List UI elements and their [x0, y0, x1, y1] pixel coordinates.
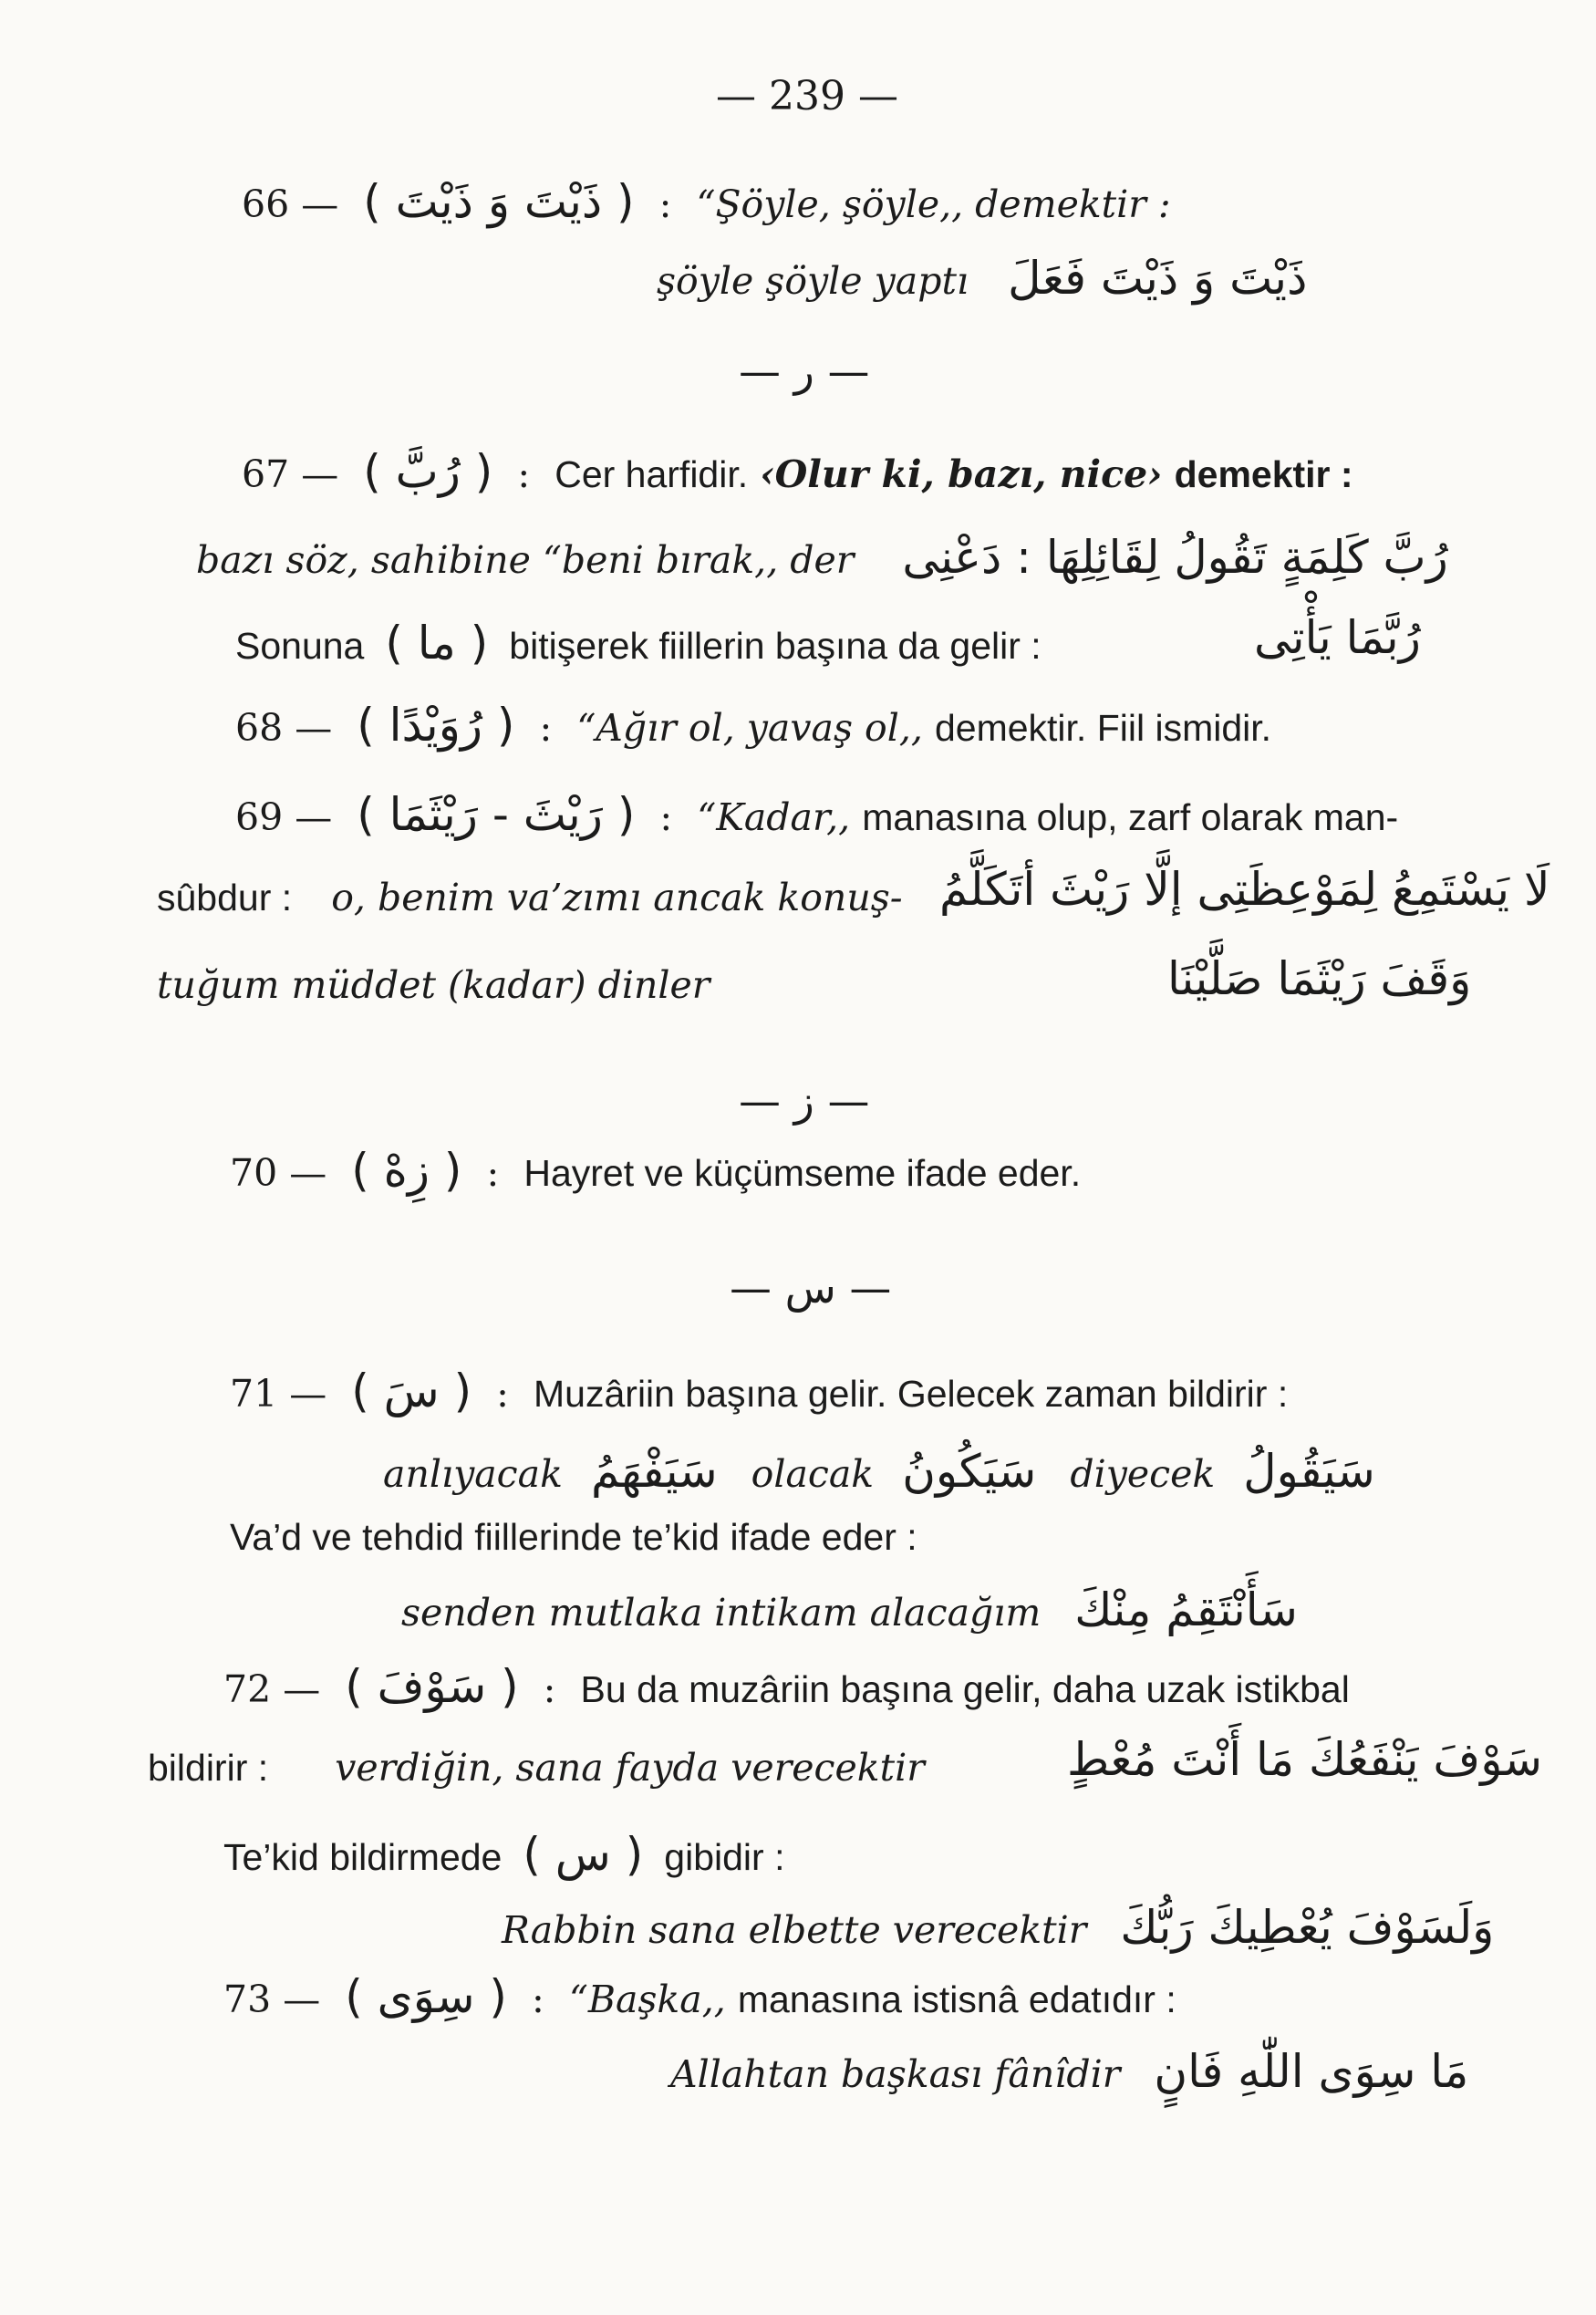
entry-colon: :: [486, 1151, 500, 1195]
line-text-a: sûbdur :: [157, 877, 293, 919]
entry-definition-a: “Başka,,: [568, 1978, 726, 2021]
entry-colon: :: [539, 706, 553, 750]
entry-67-line-2: [235, 617, 1042, 670]
example-translation: bazı söz, sahibine “beni bırak,, der: [196, 538, 855, 582]
section-heading-ze: — ز —: [739, 1076, 870, 1126]
entry-arabic-word: ( رَيْثَ - رَيْثَمَا ): [357, 788, 636, 841]
entry-definition-c: demektir :: [1174, 453, 1353, 495]
entry-number: 68 —: [235, 706, 333, 750]
example-arabic: سَيَفْهَمُ: [590, 1445, 718, 1498]
entry-number: 67 —: [242, 452, 339, 496]
line-text-b: bitişerek fiillerin başına da gelir :: [509, 625, 1042, 667]
example-arabic: ذَيْتَ وَ ذَيْتَ فَعَلَ: [1008, 252, 1308, 305]
entry-definition: Hayret ve küçümseme ifade eder.: [523, 1152, 1082, 1194]
entry-colon: :: [496, 1372, 509, 1416]
entry-colon: :: [659, 795, 673, 839]
entry-definition-a: “Ağır ol, yavaş ol,,: [576, 706, 923, 750]
entry-colon: :: [543, 1667, 556, 1711]
entry-arabic-word: ( سَ ): [351, 1365, 472, 1417]
entry-69-line-2: [157, 876, 903, 919]
example-arabic: سَيَقُولُ: [1243, 1445, 1375, 1498]
entry-definition-a: “Kadar,,: [697, 795, 851, 839]
entry-70-line-1: [230, 1144, 1082, 1197]
entry-definition-b: manasına olup, zarf olarak man-: [862, 796, 1399, 838]
entry-colon: :: [658, 182, 672, 226]
example-arabic: وَقَفَ رَيْثَمَا صَلَّيْنَا: [1167, 952, 1472, 1005]
example-arabic: سَأَنْتَقِمُ مِنْكَ: [1074, 1583, 1298, 1636]
example-translation: anlıyacak: [383, 1452, 563, 1496]
entry-definition-b: demektir. Fiil ismidir.: [934, 707, 1272, 749]
section-heading-ra: — ر —: [739, 347, 870, 396]
arabic-particle: ( س ): [523, 1828, 644, 1881]
entry-71-examples: [383, 1445, 1375, 1498]
entry-72-line-3: [223, 1828, 785, 1881]
entry-69-line-1: [235, 788, 1399, 841]
entry-definition-b: manasına istisnâ edatıdır :: [737, 1978, 1176, 2020]
entry-definition: “Şöyle, şöyle,, demektir :: [696, 182, 1171, 226]
example-translation: senden mutlaka intikam alacağım: [401, 1591, 1042, 1635]
entry-68-line-1: [235, 699, 1272, 752]
page-number: — 239 —: [716, 73, 898, 119]
entry-colon: :: [517, 452, 531, 496]
entry-definition-b: ‹Olur ki, bazı, nice›: [760, 452, 1163, 496]
entry-arabic-word: ( زِهْ ): [351, 1144, 462, 1197]
example-translation: Rabbin sana elbette verecektir: [502, 1908, 1087, 1952]
entry-definition-a: Cer harfidir.: [554, 453, 749, 495]
entry-66-line-1: [242, 175, 1171, 228]
example-arabic: مَا سِوَى اللّٰهِ فَانٍ: [1154, 2045, 1469, 2098]
example-translation: verdiğin, sana fayda verecektir: [335, 1746, 925, 1790]
entry-71-line-2: Va’d ve tehdid fiillerinde te’kid ifade eder :: [230, 1516, 917, 1558]
example-translation: olacak: [751, 1452, 875, 1496]
entry-arabic-word: ( رُبَّ ): [363, 445, 493, 498]
example-arabic: رُبَّمَا يَأْتِى: [1254, 611, 1421, 664]
section-heading-sin: — س —: [730, 1263, 892, 1313]
entry-67-example: [196, 531, 1448, 584]
entry-72-example-2: [502, 1901, 1495, 1954]
example-translation: şöyle şöyle yaptı: [657, 259, 969, 303]
entry-arabic-word: ( سَوْفَ ): [345, 1660, 519, 1713]
entry-71-example-2: [401, 1583, 1298, 1636]
entry-number: 73 —: [223, 1978, 321, 2021]
entry-73-line-1: [223, 1970, 1176, 2023]
entry-number: 72 —: [223, 1667, 321, 1711]
example-translation: Allahtan başkası fânîdir: [670, 2052, 1121, 2096]
arabic-particle: ( ما ): [385, 617, 489, 670]
line-text-b: o, benim va’zımı ancak konuş-: [331, 876, 903, 919]
example-translation: diyecek: [1070, 1452, 1216, 1496]
entry-arabic-word: ( رُوَيْدًا ): [357, 699, 515, 752]
example-arabic: سَيَكُونُ: [902, 1445, 1037, 1498]
entry-number: 66 —: [242, 182, 339, 226]
entry-definition: Bu da muzâriin başına gelir, daha uzak istikbal: [580, 1668, 1350, 1710]
entry-67-line-1: [242, 445, 1353, 498]
entry-number: 70 —: [230, 1151, 327, 1195]
entry-72-line-2: [148, 1746, 925, 1790]
entry-number: 69 —: [235, 795, 333, 839]
entry-number: 71 —: [230, 1372, 327, 1416]
entry-72-line-1: [223, 1660, 1350, 1713]
line-text-a: Sonuna: [235, 625, 365, 667]
example-arabic: رُبَّ كَلِمَةٍ تَقُولُ لِقَائِلِهَا : دَعْنِى: [902, 531, 1448, 584]
example-arabic: لَا يَسْتَمِعُ لِمَوْعِظَتِى إلَّا رَيْثَ أتَكَلَّمُ: [939, 863, 1550, 916]
line-text-a: bildirir :: [148, 1747, 269, 1789]
entry-definition: Muzâriin başına gelir. Gelecek zaman bildirir :: [534, 1373, 1289, 1415]
entry-71-line-1: [230, 1365, 1289, 1417]
entry-66-example: [657, 252, 1308, 305]
entry-73-example: [670, 2045, 1469, 2098]
line-translation: tuğum müddet (kadar) dinler: [157, 963, 710, 1007]
line-text-b: gibidir :: [664, 1836, 785, 1878]
entry-69-line-3: [157, 963, 710, 1007]
entry-arabic-word: ( ذَيْتَ وَ ذَيْتَ ): [363, 175, 635, 228]
example-arabic: وَلَسَوْفَ يُعْطِيكَ رَبُّكَ: [1120, 1901, 1495, 1954]
example-arabic: سَوْفَ يَنْفَعُكَ مَا أَنْتَ مُعْطٍ: [1067, 1733, 1542, 1786]
entry-colon: :: [531, 1978, 544, 2021]
entry-arabic-word: ( سِوَى ): [345, 1970, 507, 2023]
line-text-a: Te’kid bildirmede: [223, 1836, 503, 1878]
